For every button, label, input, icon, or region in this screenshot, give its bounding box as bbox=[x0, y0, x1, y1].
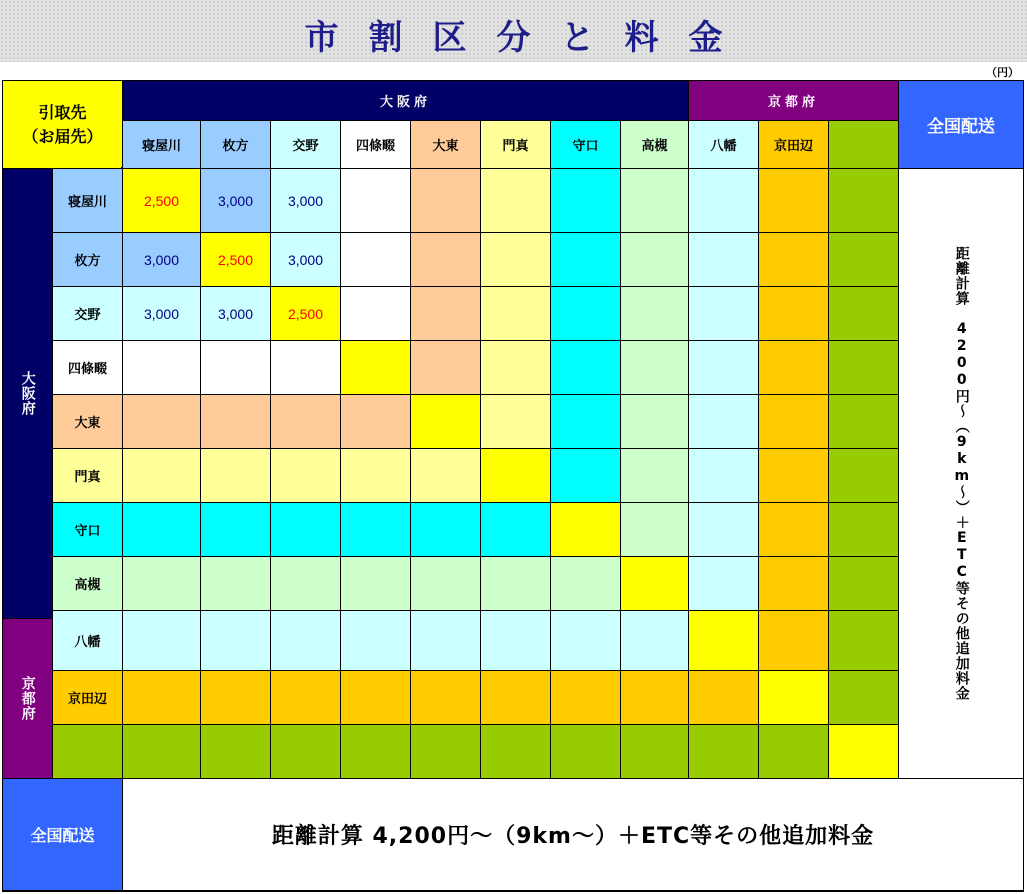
fare-cell bbox=[481, 611, 551, 671]
fare-cell bbox=[689, 169, 759, 233]
fare-cell bbox=[689, 449, 759, 503]
fare-cell bbox=[621, 671, 689, 725]
row-header: 八幡 bbox=[53, 611, 123, 671]
fare-cell bbox=[759, 287, 829, 341]
fare-cell bbox=[271, 503, 341, 557]
fare-cell bbox=[551, 287, 621, 341]
row-header bbox=[53, 725, 123, 779]
fare-cell: 3,000 bbox=[201, 287, 271, 341]
corner-line2: （お届先） bbox=[22, 126, 103, 146]
kyoto-side-label: 京都府 bbox=[19, 676, 36, 721]
row-header: 枚方 bbox=[53, 233, 123, 287]
distance-note-text: 距離計算 4,200円～（9km～）＋ETC等その他追加料金 bbox=[271, 824, 875, 849]
nationwide-header bbox=[899, 81, 1024, 169]
fare-cell: 2,500 bbox=[123, 169, 201, 233]
fare-cell bbox=[621, 287, 689, 341]
fare-cell bbox=[621, 725, 689, 779]
row-header: 交野 bbox=[53, 287, 123, 341]
fare-cell bbox=[551, 341, 621, 395]
distance-note-side bbox=[899, 169, 1024, 779]
fare-cell bbox=[759, 395, 829, 449]
fare-cell bbox=[621, 233, 689, 287]
fare-cell bbox=[481, 671, 551, 725]
fare-cell bbox=[689, 611, 759, 671]
fare-cell bbox=[411, 671, 481, 725]
column-header: 寝屋川 bbox=[123, 121, 201, 169]
fare-cell bbox=[271, 395, 341, 449]
fare-cell bbox=[341, 503, 411, 557]
fare-cell bbox=[341, 611, 411, 671]
fare-cell bbox=[829, 169, 899, 233]
fare-cell bbox=[411, 503, 481, 557]
fare-cell bbox=[341, 169, 411, 233]
fare-cell bbox=[341, 671, 411, 725]
column-header: 高槻 bbox=[621, 121, 689, 169]
kyoto-side-band bbox=[3, 619, 53, 779]
fare-cell bbox=[481, 169, 551, 233]
fare-cell bbox=[341, 449, 411, 503]
fare-cell bbox=[411, 287, 481, 341]
fare-cell bbox=[621, 557, 689, 611]
fare-cell bbox=[123, 341, 201, 395]
fare-cell bbox=[759, 557, 829, 611]
fare-cell bbox=[759, 671, 829, 725]
row-header: 高槻 bbox=[53, 557, 123, 611]
fare-cell bbox=[201, 503, 271, 557]
column-header: 枚方 bbox=[201, 121, 271, 169]
fare-cell bbox=[481, 341, 551, 395]
fare-cell: 3,000 bbox=[271, 233, 341, 287]
nationwide-header-label: 全国配送 bbox=[927, 117, 995, 137]
row-header: 大東 bbox=[53, 395, 123, 449]
fare-cell bbox=[341, 233, 411, 287]
fare-cell bbox=[341, 341, 411, 395]
fare-cell bbox=[689, 341, 759, 395]
fare-cell bbox=[621, 503, 689, 557]
fare-cell bbox=[551, 503, 621, 557]
fare-cell bbox=[481, 557, 551, 611]
fare-cell bbox=[759, 233, 829, 287]
fare-cell: 3,000 bbox=[123, 233, 201, 287]
fare-cell bbox=[411, 611, 481, 671]
fare-cell bbox=[689, 395, 759, 449]
fare-cell bbox=[551, 233, 621, 287]
fare-cell bbox=[411, 725, 481, 779]
fare-cell bbox=[123, 503, 201, 557]
page-title: 市割区分と料金 bbox=[304, 18, 753, 58]
row-header: 寝屋川 bbox=[53, 169, 123, 233]
fare-cell bbox=[201, 611, 271, 671]
fare-cell bbox=[123, 395, 201, 449]
fare-cell bbox=[621, 169, 689, 233]
fare-cell bbox=[271, 671, 341, 725]
fare-table bbox=[2, 80, 1024, 892]
fare-cell: 3,000 bbox=[271, 169, 341, 233]
row-header: 四條畷 bbox=[53, 341, 123, 395]
column-header: 四條畷 bbox=[341, 121, 411, 169]
fare-cell bbox=[829, 611, 899, 671]
fare-cell bbox=[271, 449, 341, 503]
fare-cell bbox=[411, 557, 481, 611]
fare-cell bbox=[411, 233, 481, 287]
row-header: 門真 bbox=[53, 449, 123, 503]
fare-cell bbox=[551, 611, 621, 671]
fare-cell bbox=[481, 503, 551, 557]
fare-cell bbox=[271, 557, 341, 611]
fare-cell bbox=[481, 287, 551, 341]
fare-cell bbox=[123, 671, 201, 725]
fare-cell bbox=[201, 449, 271, 503]
fare-cell: 3,000 bbox=[201, 169, 271, 233]
column-header: 八幡 bbox=[689, 121, 759, 169]
fare-cell bbox=[341, 557, 411, 611]
kyoto-header bbox=[689, 81, 899, 121]
fare-cell bbox=[271, 725, 341, 779]
fare-cell bbox=[201, 557, 271, 611]
kyoto-header-label: 京都府 bbox=[767, 95, 819, 110]
fare-cell bbox=[411, 341, 481, 395]
column-header: 門真 bbox=[481, 121, 551, 169]
osaka-header-label: 大阪府 bbox=[379, 95, 431, 110]
fare-cell bbox=[621, 341, 689, 395]
fare-cell bbox=[201, 671, 271, 725]
fare-cell bbox=[201, 341, 271, 395]
fare-cell bbox=[201, 725, 271, 779]
row-header: 京田辺 bbox=[53, 671, 123, 725]
fare-cell bbox=[123, 449, 201, 503]
fare-cell bbox=[551, 557, 621, 611]
fare-cell bbox=[759, 611, 829, 671]
fare-cell bbox=[829, 503, 899, 557]
fare-cell bbox=[481, 233, 551, 287]
fare-cell bbox=[829, 671, 899, 725]
fare-cell bbox=[551, 169, 621, 233]
osaka-side-label: 大阪府 bbox=[19, 371, 36, 416]
fare-cell bbox=[829, 287, 899, 341]
fare-cell bbox=[829, 395, 899, 449]
column-header: 守口 bbox=[551, 121, 621, 169]
fare-cell bbox=[829, 341, 899, 395]
column-header: 大東 bbox=[411, 121, 481, 169]
fare-cell bbox=[689, 557, 759, 611]
unit-label: （円） bbox=[986, 66, 1019, 79]
fare-cell bbox=[551, 395, 621, 449]
corner-cell bbox=[3, 81, 123, 169]
fare-cell bbox=[759, 169, 829, 233]
distance-note-vertical: 距離計算 4200円～（9km～）＋ETC等その他追加料金 bbox=[953, 246, 970, 701]
fare-cell bbox=[621, 611, 689, 671]
fare-cell bbox=[481, 449, 551, 503]
fare-cell bbox=[271, 611, 341, 671]
fare-cell bbox=[689, 503, 759, 557]
fare-cell bbox=[829, 233, 899, 287]
fare-cell bbox=[341, 725, 411, 779]
fare-cell bbox=[411, 449, 481, 503]
fare-cell bbox=[621, 449, 689, 503]
fare-cell bbox=[829, 725, 899, 779]
fare-cell bbox=[829, 557, 899, 611]
nationwide-footer bbox=[3, 779, 123, 891]
fare-cell bbox=[759, 503, 829, 557]
fare-cell bbox=[123, 557, 201, 611]
fare-cell bbox=[621, 395, 689, 449]
nationwide-footer-label: 全国配送 bbox=[30, 826, 95, 845]
fare-cell: 2,500 bbox=[271, 287, 341, 341]
fare-cell bbox=[829, 449, 899, 503]
fare-cell bbox=[123, 725, 201, 779]
fare-cell: 3,000 bbox=[123, 287, 201, 341]
fare-cell bbox=[551, 449, 621, 503]
corner-line1: 引取先 bbox=[38, 102, 87, 122]
fare-cell bbox=[551, 725, 621, 779]
fare-cell bbox=[341, 287, 411, 341]
fare-cell bbox=[551, 671, 621, 725]
osaka-side-band bbox=[3, 169, 53, 619]
fare-cell bbox=[123, 611, 201, 671]
fare-cell bbox=[759, 725, 829, 779]
distance-note-bottom bbox=[123, 779, 1023, 891]
fare-cell bbox=[689, 671, 759, 725]
fare-cell bbox=[411, 169, 481, 233]
osaka-header bbox=[123, 81, 689, 121]
fare-cell bbox=[689, 233, 759, 287]
fare-cell bbox=[341, 395, 411, 449]
column-header: 交野 bbox=[271, 121, 341, 169]
fare-cell bbox=[201, 395, 271, 449]
column-header: 京田辺 bbox=[759, 121, 829, 169]
column-header bbox=[829, 121, 899, 169]
fare-cell bbox=[481, 395, 551, 449]
fare-cell bbox=[689, 725, 759, 779]
fare-cell bbox=[759, 341, 829, 395]
fare-cell bbox=[689, 287, 759, 341]
row-header: 守口 bbox=[53, 503, 123, 557]
fare-cell bbox=[411, 395, 481, 449]
fare-cell bbox=[271, 341, 341, 395]
fare-cell bbox=[759, 449, 829, 503]
fare-cell: 2,500 bbox=[201, 233, 271, 287]
fare-cell bbox=[481, 725, 551, 779]
